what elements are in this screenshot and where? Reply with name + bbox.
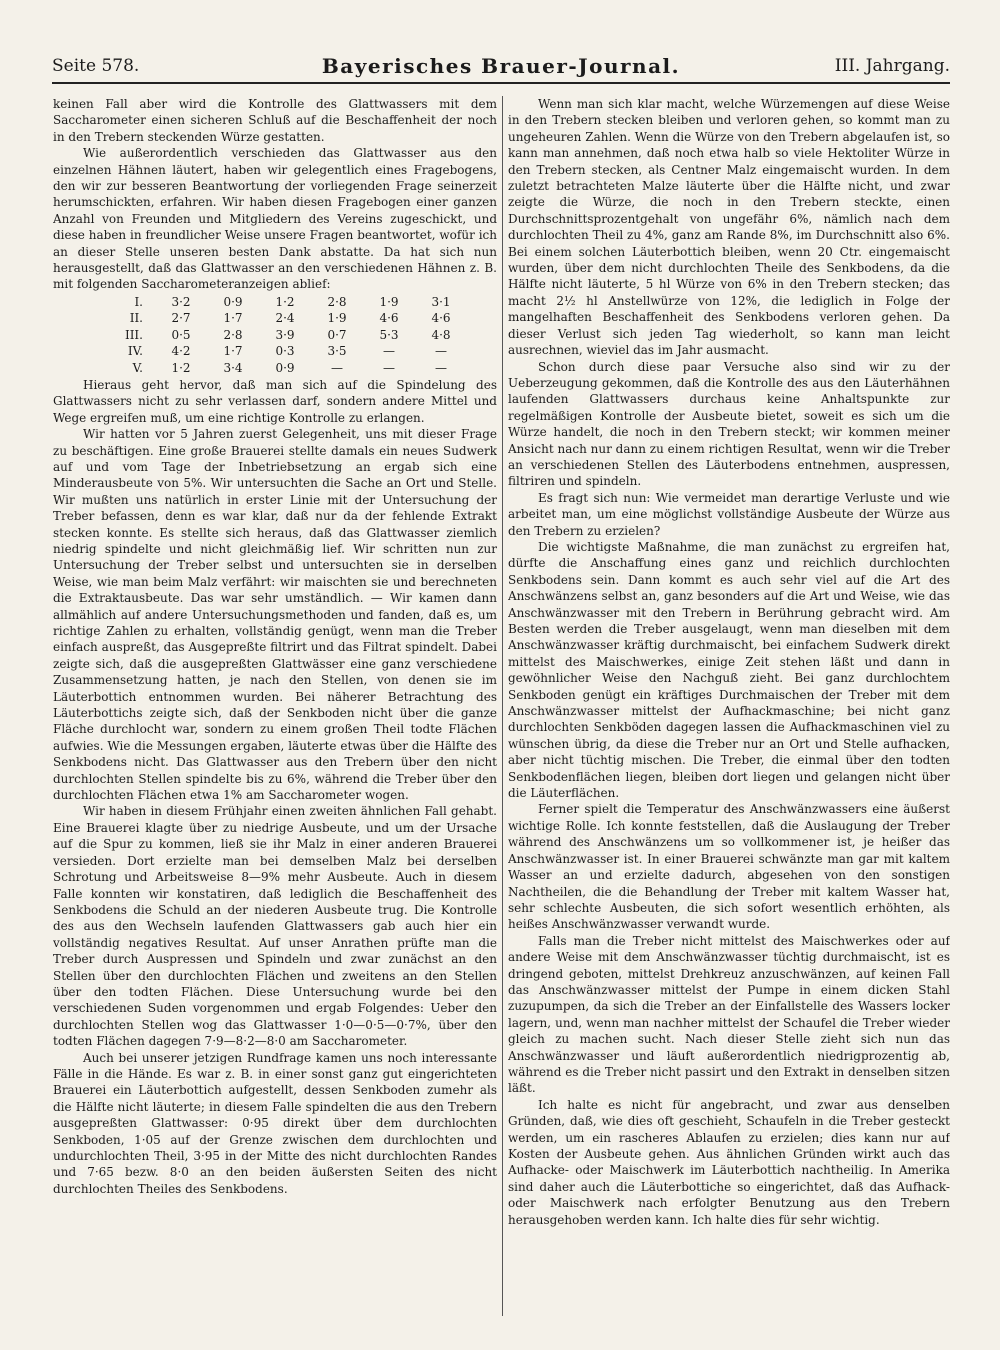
- paragraph: Schon durch diese paar Versuche also sind wir zu der Ueberzeugung gekommen, daß die Kontrolle des aus den Läuterhähnen laufenden Glattwassers durchaus keine Anhaltspunkte zur regelmäßigen Kontrolle der Ausbeute bietet, soweit es sich um die Würze handelt, die noch in den Trebern steckt; wir kommen meiner Ansicht nach nur dann zu einem richtigen Resultat, wenn wir die Treber an verschiedenen Stellen des Läuterbodens entnehmen, auspressen, filtriren und spindeln.: [508, 359, 950, 489]
- table-cell: 4·8: [431, 327, 451, 342]
- table-cell: 3·9: [275, 327, 295, 342]
- table-cell: —: [435, 344, 447, 359]
- table-cell: 1·7: [223, 344, 243, 359]
- paragraph: Ferner spielt die Temperatur des Anschwänzwassers eine äußerst wichtige Rolle. Ich konnte feststellen, daß die Auslaugung der Treber während des Anschwänzens um so vollkommener ist, je heißer das Anschwänzwasser ist. In einer Brauerei schwänzte man gar mit kaltem Wasser an und erzielte dadurch, abgesehen von den sonstigen Nachtheilen, die die Behandlung der Treber mit kaltem Wasser hat, sehr schlechte Ausbeuten, die sich sofort wesentlich erhöhten, als heißes Anschwänzwasser verwandt wurde.: [508, 802, 950, 932]
- table-cell: 1·2: [171, 360, 191, 375]
- page-number: Seite 578.: [52, 56, 140, 76]
- table-cell: 2·7: [171, 311, 191, 326]
- table-cell: 2·8: [223, 327, 243, 342]
- page-header: [52, 52, 950, 84]
- paragraph: Es fragt sich nun: Wie vermeidet man derartige Verluste und wie arbeitet man, um eine möglichst vollständige Ausbeute der Würze aus den Trebern zu erzielen?: [508, 490, 950, 538]
- volume-year: III. Jahrgang.: [834, 56, 950, 76]
- table-cell: 3·5: [327, 344, 347, 359]
- table-cell: 2·4: [275, 311, 295, 326]
- table-row: [103, 310, 467, 326]
- row-label: V.: [132, 360, 143, 375]
- table-row: [103, 294, 467, 310]
- table-cell: 1·9: [327, 311, 347, 326]
- table-cell: 5·3: [379, 327, 399, 342]
- journal-title: Bayerisches Brauer-Journal.: [321, 54, 681, 78]
- table-cell: 0·9: [223, 294, 243, 309]
- table-cell: —: [435, 360, 447, 375]
- table-cell: 0·3: [275, 344, 295, 359]
- paragraph: Wie außerordentlich verschieden das Glattwasser aus den einzelnen Hähnen läutert, haben wir gelegentlich eines Fragebogens, den wir zur besseren Beantwortung der vorliegenden Frage seinerzeit herumschickten, erfahren. Wir haben diesen Fragebogen einer ganzen Anzahl von Freunden und Mitgliedern des Vereins zugeschickt, und diese haben in freundlicher Weise unsere Fragen beantwortet, wofür ich an dieser Stelle unseren besten Dank abstatte. Da hat sich nun herausgestellt, daß das Glattwasser an den verschiedenen Hähnen z. B. mit folgenden Saccharometeranzeigen ablief:: [53, 146, 497, 292]
- row-label: IV.: [127, 344, 143, 359]
- table-cell: 0·7: [327, 327, 347, 342]
- paragraph: Ich halte es nicht für angebracht, und zwar aus denselben Gründen, daß, wie dies oft geschieht, Schaufeln in die Treber gesteckt werden, um ein rascheres Ablaufen zu erzielen; dies kann nur auf Kosten der Ausbeute gehen. Aus ähnlichen Gründen wirkt auch das Aufhacke- oder Maischwerk im Läuterbottich nachtheilig. In Amerika sind daher auch die Läuterbottiche so eingerichtet, daß das Aufhack- oder Maischwerk nach erfolgter Benutzung aus den Trebern herausgehoben werden kann. Ich halte dies für sehr wichtig.: [508, 1097, 950, 1227]
- paragraph: Wir haben in diesem Frühjahr einen zweiten ähnlichen Fall gehabt. Eine Brauerei klagte über zu niedrige Ausbeute, und um der Ursache auf die Spur zu kommen, ließ sie ihr Malz in einer anderen Brauerei versieden. Dort erzielte man bei demselben Malz bei derselben Schrotung und Arbeitsweise 8—9% mehr Ausbeute. Auch in diesem Falle konnten wir konstatiren, daß lediglich die Beschaffenheit des Senkbodens die Schuld an der niederen Ausbeute trug. Die Kontrolle des aus den Wechseln laufenden Glattwassers gab auch hier ein vollständig negatives Resultat. Auf unser Anrathen prüfte man die Treber durch Auspressen und Spindeln und zwar zunächst an den Stellen über den durchlochten Flächen und zweitens an den Stellen über den todten Flächen. Diese Untersuchung wurde bei den verschiedenen Suden vorgenommen und ergab Folgendes: Ueber den durchlochten Stellen wog das Glattwasser 1·0—0·5—0·7%, über den todten Flächen dagegen 7·9—8·2—8·0 am Saccharometer.: [53, 804, 497, 1049]
- paragraph: Falls man die Treber nicht mittelst des Maischwerkes oder auf andere Weise mit dem Anschwänzwasser tüchtig durchmaischt, ist es dringend geboten, mittelst Drehkreuz anzuschwänzen, auf keinen Fall das Anschwänzwasser mittelst der Pumpe in einem dicken Stahl zuzupumpen, da sich die Treber an der Einfallstelle des Wassers locker lagern, und, wenn man nachher mittelst der Schaufel die Treber wieder gleich zu machen sucht. Nach dieser Stelle zieht sich nun das Anschwänzwasser und läuft außerordentlich niedrigprozentig ab, während es die Treber nicht passirt und den Extrakt in denselben sitzen läßt.: [508, 933, 950, 1096]
- paragraph: Wir hatten vor 5 Jahren zuerst Gelegenheit, uns mit dieser Frage zu beschäftigen. Eine große Brauerei stellte damals ein neues Sudwerk auf und vom Tage der Inbetriebsetzung an ergab sich eine Minderausbeute von 5%. Wir untersuchten die Sache an Ort und Stelle. Wir mußten uns natürlich in erster Linie mit der Untersuchung der Treber befassen, denn es war klar, daß nur da der fehlende Extrakt stecken konnte. Es stellte sich heraus, daß das Glattwasser ziemlich niedrig spindelte und nicht gleichmäßig lief. Wir schritten nun zur Untersuchung der Treber selbst und untersuchten sie in derselben Weise, wie man beim Malz verfährt: wir maischten sie und berechneten die Extraktausbeute. Das war sehr umständlich. — Wir kamen dann allmählich auf andere Untersuchungsmethoden und fanden, daß es, um richtige Zahlen zu erhalten, vollständig genügt, wenn man die Treber einfach auspreßt, das Ausgepreßte filtrirt und das Filtrat spindelt. Dabei zeigte sich, daß die ausgepreßten Glattwässer eine ganz verschiedene Zusammensetzung hatten, je nach den Stellen, von denen sie im Läuterbottich entnommen wurden. Bei näherer Betrachtung des Läuterbottichs zeigte sich, daß der Senkboden nicht über die ganze Fläche durchlocht war, sondern zu einem großen Theil todte Flächen aufwies. Wie die Messungen ergaben, läuterte etwas über die Hälfte des Senkbodens nicht. Das Glattwasser aus den Trebern über den nicht durchlochten Stellen spindelte bis zu 6%, während die Treber über den durchlochten Flächen etwa 1% am Saccharometer wogen.: [53, 427, 497, 803]
- saccharometer-table: [103, 294, 467, 376]
- paragraph: Auch bei unserer jetzigen Rundfrage kamen uns noch interessante Fälle in die Hände. Es war z. B. in einer sonst ganz gut eingerichteten Brauerei ein Läuterbottich aufgestellt, dessen Senkboden zumehr als die Hälfte nicht läuterte; in diesem Falle spindelten die aus den Trebern ausgepreßten Glattwasser: 0·95 direkt über dem durchlochten Senkboden, 1·05 auf der Grenze zwischen dem durchlochten und undurchlochten Theil, 3·95 in der Mitte des nicht durchlochten Randes und 7·65 bezw. 8·0 an den beiden äußersten Seiten des nicht durchlochten Theiles des Senkbodens.: [53, 1050, 497, 1196]
- column-divider: [502, 96, 503, 1316]
- row-label: I.: [134, 294, 143, 309]
- table-cell: 3·4: [223, 360, 243, 375]
- paragraph: Wenn man sich klar macht, welche Würzemengen auf diese Weise in den Trebern stecken bleiben und verloren gehen, so kommt man zu ungeheuren Zahlen. Wenn die Würze von den Trebern abgelaufen ist, so kann man annehmen, daß noch etwa halb so viele Hektoliter Würze in den Trebern stecken, als Centner Malz eingemaischt wurden. In dem zuletzt betrachteten Malze läuterte über die Hälfte nicht, und zwar zeigte die Würze, die noch in den Trebern steckte, einen Durchschnittsprozentgehalt von ungefähr 6%, nämlich nach dem durchlochten Theil zu 4%, ganz am Rande 8%, im Durchschnitt also 6%. Bei einem solchen Läuterbottich bleiben, wenn 20 Ctr. eingemaischt wurden, über dem nicht durchlochten Theile des Senkbodens, da die Hälfte nicht läuterte, 5 hl Würze von 6% in den Trebern stecken; das macht 2½ hl Anstellwürze von 12%, die lediglich in Folge der mangelhaften Beschaffenheit des Senkbodens verloren gehen. Da dieser Verlust sich jeden Tag wiederholt, so kann man leicht ausrechnen, wieviel das im Jahr ausmacht.: [508, 97, 950, 358]
- table-cell: 0·5: [171, 327, 191, 342]
- paragraph: Hieraus geht hervor, daß man sich auf die Spindelung des Glattwassers nicht zu sehr verlassen darf, sondern andere Mittel und Wege ergreifen muß, um eine richtige Kontrolle zu erlangen.: [53, 377, 497, 425]
- row-label: II.: [129, 311, 143, 326]
- table-cell: —: [383, 360, 395, 375]
- table-cell: 1·2: [275, 294, 295, 309]
- table-row: [103, 327, 467, 343]
- table-cell: 4·6: [431, 311, 451, 326]
- table-cell: 3·1: [431, 294, 451, 309]
- paragraph: Die wichtigste Maßnahme, die man zunächst zu ergreifen hat, dürfte die Anschaffung eines ganz und reichlich durchlochten Senkbodens sein. Dann kommt es auch sehr viel auf die Art des Anschwänzens selbst an, ganz besonders auf die Art und Weise, wie das Anschwänzwasser mit den Trebern in Berührung gebracht wird. Am Besten werden die Treber ausgelaugt, wenn man dieselben mit dem Anschwänzwasser kräftig durchmaischt, bei einfachem Sudwerk direkt mittelst des Maischwerkes, einige Zeit stehen läßt und dann in gewöhnlicher Weise den Nachguß zieht. Bei ganz durchlochtem Senkboden genügt ein kräftiges Durchmaischen der Treber mit dem Anschwänzwasser mittelst der Aufhackmaschine; bei nicht ganz durchlochten Senkböden dagegen lassen die Aufhackmaschinen viel zu wünschen übrig, da diese die Treber nur an Ort und Stelle aufhacken, aber nicht tüchtig mischen. Die Treber, die einmal über den todten Senkbodenflächen liegen, bleiben dort liegen und gelangen nicht über die Läuterflächen.: [508, 539, 950, 801]
- table-cell: 1·9: [379, 294, 399, 309]
- table-row: [103, 360, 467, 376]
- table-cell: 1·7: [223, 311, 243, 326]
- table-cell: —: [331, 360, 343, 375]
- left-column: [53, 96, 497, 1321]
- row-label: III.: [124, 327, 143, 342]
- table-row: [103, 343, 467, 359]
- table-cell: 4·6: [379, 311, 399, 326]
- table-cell: 4·2: [171, 344, 191, 359]
- right-column: [508, 96, 950, 1321]
- table-cell: 2·8: [327, 294, 347, 309]
- table-cell: 0·9: [275, 360, 295, 375]
- table-cell: 3·2: [171, 294, 191, 309]
- table-cell: —: [383, 344, 395, 359]
- paragraph: keinen Fall aber wird die Kontrolle des Glattwassers mit dem Saccharometer einen sicheren Schluß auf die Beschaffenheit der noch in den Trebern steckenden Würze gestatten.: [53, 97, 497, 144]
